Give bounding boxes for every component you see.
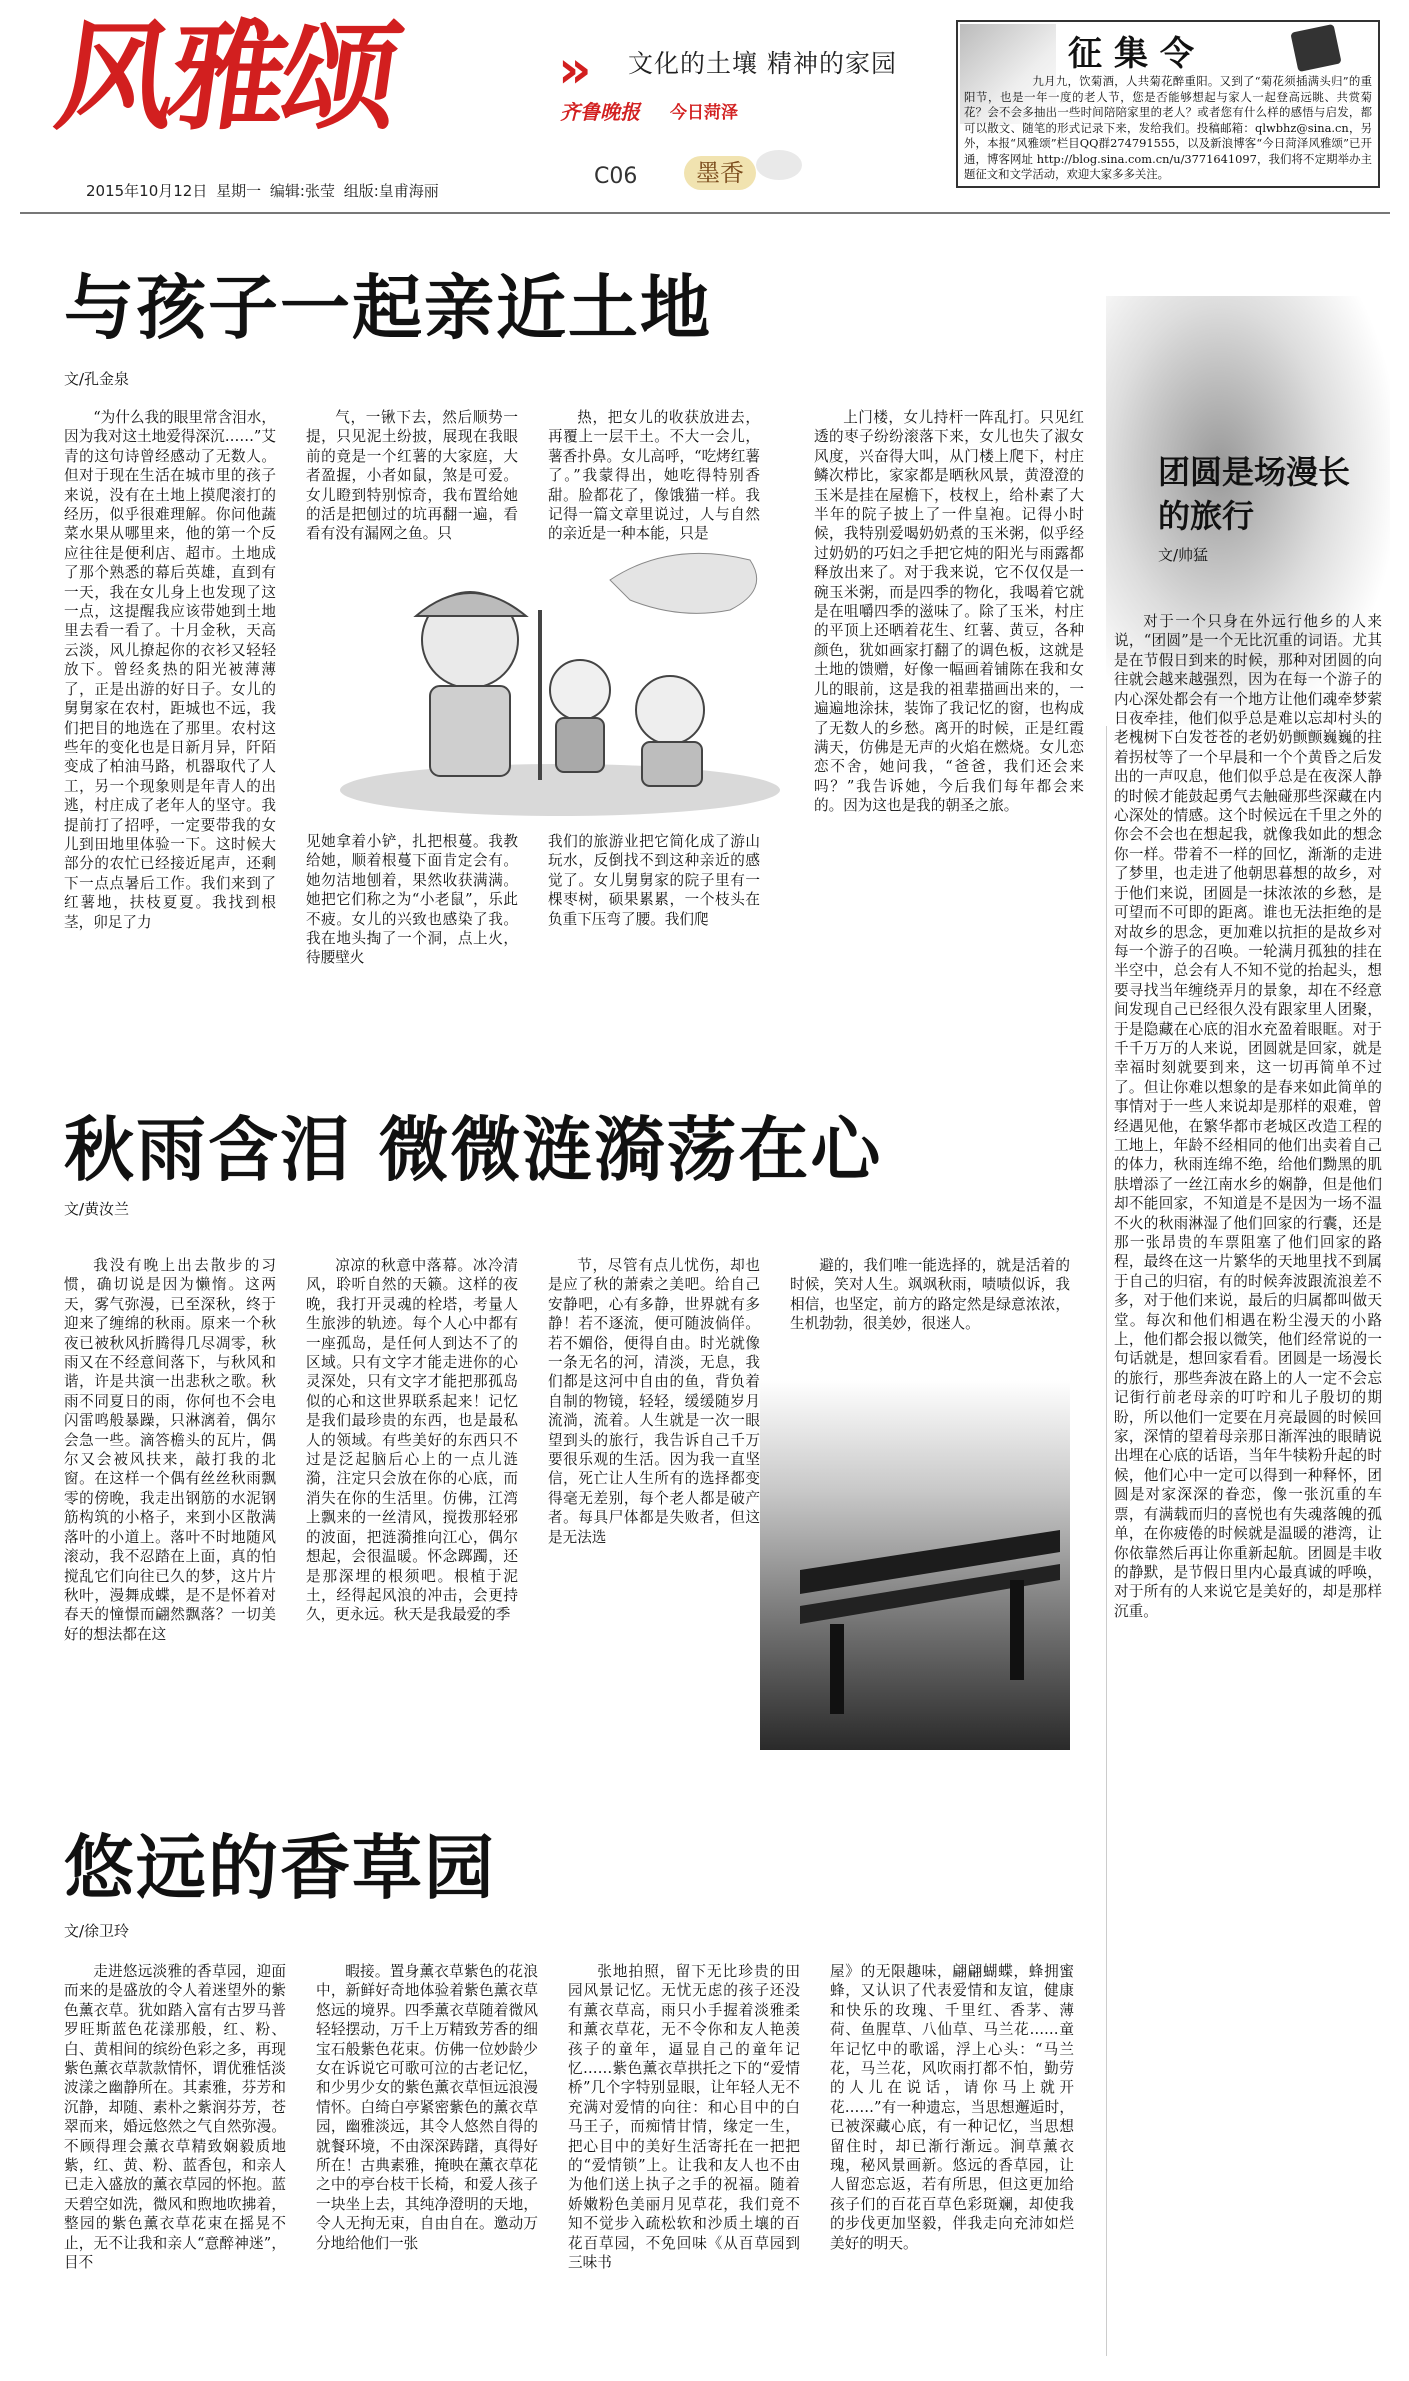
paper-name: 齐鲁晚报: [560, 100, 640, 124]
article2-col4: 避的，我们唯一能选择的，就是活着的时候，笑对人生。飒飒秋雨，啧啧似诉，我相信，也坚定，前方的路定然是绿意浓浓，生机勃勃，很美妙，很迷人。: [790, 1257, 1070, 1333]
ink-blot-decoration: [756, 150, 802, 180]
dateline: 2015年10月12日 星期一 编辑:张莹 组版:皇甫海丽: [86, 182, 439, 200]
article1-col3-cont: 我们的旅游业把它简化成了游山玩水，反倒找不到这种亲近的感觉了。女儿舅舅家的院子里有一棵枣树，硕果累累，一个枝头在负重下压弯了腰。我们爬: [548, 833, 760, 928]
masthead-slogan: 文化的土壤 精神的家园: [628, 49, 897, 78]
article3-col2: 暇接。置身薰衣草紫色的花浪中，新鲜好奇地体验着紫色薰衣草悠远的境界。四季薰衣草随着微风轻轻摆动，万千上万精致芳香的细宝石般紫色花束。仿佛一位妙龄少女在诉说它可歌可泣的古老记忆，和少男少女的紫色薰衣草恒远浪漫情怀。白绮白亭紧密紫色的薰衣草园，幽雅淡远，其令人悠然自得的就餐环境，不由深深踌躇，真得好所在！古典素雅，掩映在薰衣草花之中的亭台枝干长椅，和爱人孩子一块坐上去，其纯净澄明的天地，令人无拘无束，自由自在。邀动万分地给他们一张: [316, 1963, 538, 2252]
family-farm-illustration: [330, 520, 790, 820]
article1-col4: 上门楼，女儿持杆一阵乱打。只见红透的枣子纷纷滚落下来，女儿也失了淑女风度，兴奋得大叫，从门楼上爬下，村庄鳞次栉比，家家都是晒秋风景，黄澄澄的玉米是挂在屋檐下，枝杈上，给朴素了大半年的院子披上了一件皇袍。记得小时候，我特别爱喝奶奶煮的玉米粥，似乎经过奶奶的巧妇之手把它炖的阳光与雨露都释放出来了。对于我来说，它不仅仅是一碗玉米粥，而是四季的物化，我喝着它就是在咀嚼四季的滋味了。除了玉米，村庄的平顶上还晒着花生、红薯、黄豆，各种颜色，犹如画家打翻了的调色板，这就是土地的馈赠，好像一幅画着铺陈在我和女儿的眼前，这是我的祖辈描画出来的，一遍遍地涂抹，装饰了我记忆的窗，也构成了无数人的乡愁。离开的时候，正是红霞满天，仿佛是无声的火焰在燃烧。女儿恋恋不舍，她问我，“爸爸，我们还会来吗？”我告诉她，今后我们每年都会来的。因为这也是我的朝圣之旅。: [814, 409, 1084, 815]
notice-title: 征集令: [1068, 34, 1206, 74]
notice-body: 九月九，饮菊酒，人共菊花醉重阳。又到了“菊花须插满头归”的重阳节，也是一年一度的老人节，您是否能够想起与家人一起登高远眺、共赏菊花？会不会多抽出一些时间陪陪家里的老人？或者您有什么样的感悟与启发，都可以散文、随笔的形式记录下来，发给我们。投稿邮箱：qlwbhz@sina.cn，另外，本报“风雅颂”栏目QQ群274791555，以及新浪博客“今日菏泽风雅颂”已开通，博客网址 http://blog.sina.com.cn/u/3771641097，我们将不定期举办主题征文和文学活动，欢迎大家多多关注。: [964, 74, 1372, 181]
section-badge: 墨香: [684, 156, 756, 190]
article1-byline: 文/孔金泉: [64, 370, 130, 388]
article1-col2-cont: 见她拿着小铲，扎把根蔓。我教给她，顺着根蔓下面肯定会有。她勿洁地刨着，果然收获满满。她把它们称之为“小老鼠”，乐此不疲。女儿的兴致也感染了我。我在地头掏了一个洞，点上火，待腰壁火: [306, 833, 518, 967]
article3-col3: 张地拍照，留下无比珍贵的田园风景记忆。无忧无虑的孩子还没有薰衣草高，雨只小手握着淡雅柔和薰衣草花，无不令你和友人艳羡孩子的童年，逼显自己的童年记忆……紫色薰衣草拱托之下的“爱情桥”几个字特别显眼，让年轻人无不充满对爱情的向往：和心目中的白马王子，而痴情甘情，缘定一生，把心目中的美好生活寄托在一把把的“爱情锁”上。让我和友人也不由为他们送上执子之手的祝福。随着娇嫩粉色美丽月见草花，我们竟不知不觉步入疏松软和沙质土壤的百花百草园，不免回味《从百草园到三味书: [568, 1963, 800, 2272]
header-rule: [20, 212, 1390, 214]
article3-title: 悠远的香草园: [64, 1827, 496, 1909]
sidebar-title: 团圆是场漫长的旅行: [1158, 453, 1351, 535]
masthead-chevrons: »: [558, 40, 592, 100]
sidebar-body: 对于一个只身在外远行他乡的人来说，“团圆”是一个无比沉重的词语。尤其是在节假日到来的时候，那种对团圆的向往就会越来越强烈，因为在每一个游子的内心深处都会有一个地方让他们魂牵梦萦日夜牵挂，他们似乎总是难以忘却村头的老槐树下白发苍苍的老奶奶颤颤巍巍的拄着拐杖等了一个早晨和一个个黄昏之后发出的一声叹息，他们似乎总是在夜深人静的时候才能鼓起勇气去触碰那些深藏在内心深处的情感。这个时候远在千里之外的你会不会也在想起我，就像我如此的想念你一样。带着不一样的回忆，渐渐的走进了梦里，也走进了他朝思暮想的故乡，对于他们来说，团圆是一抹浓浓的乡愁，是可望而不可即的距离。谁也无法拒绝的是对故乡的思念，更加难以抗拒的是故乡对每一个游子的召唤。一轮满月孤独的挂在半空中，总会有人不知不觉的抬起头，想要寻找当年缠绕弄月的景象，却在不经意间发现自己已经很久没有跟家里人团聚，于是隐藏在心底的泪水充盈着眼眶。对于千千万万的人来说，团圆就是回家，就是幸福时刻就要到来，这一切再简单不过了。但让你难以想象的是春来如此简单的事情对于一些人来说却是那样的艰难，曾经遇见他，在繁华都市老城区改造工程的工地上，年龄不经相同的他们出卖着自己的体力，秋雨连绵不绝，给他们黝黑的肌肤增添了一丝江南水乡的娴静，但是他们却不能回家，不知道是不是因为一场不温不火的秋雨淋湿了他们回家的行囊，还是那一张昂贵的车票阻塞了他们回家的路程，最终在这一片繁华的天地里找不到属于自己的归宿，有的时候奔波跟流浪差不多，对于他们来说，最后的归属都叫做天堂。每次和他们相遇在粉尘漫天的小路上，他们都会报以微笑，他们经常说的一句话就是，想回家看看。团圆是一场漫长的旅行，那些奔波在路上的人一定不会忘记街行前老母亲的叮咛和儿子殷切的期盼，所以他们一定要在月亮最圆的时候回家，深情的望着母亲那日渐浑浊的眼睛说出埋在心底的话语，当年牛犊粉升起的时候，他们心中一定可以得到一种释怀，团圆是对家深深的眷恋，像一张沉重的车票，有满载而归的喜悦也有失魂落魄的孤单，在你疲倦的时候就是温暖的港湾，让你依靠然后再让你重新起航。团圆是丰收的静默，是节假日里内心最真诚的呼唤，对于所有的人来说它是美好的，却是那样沉重。: [1114, 613, 1382, 1620]
article2-col3: 节，尽管有点儿忧伤，却也是应了秋的萧索之美吧。给自己安静吧，心有多静，世界就有多静！若不逐流，便可随波倘佯。若不媚俗，便得自由。时光就像一条无名的河，清淡，无息，我们都是这河中自由的鱼，背负着自制的物镜，轻轻，缓缓随岁月流淌，流着。人生就是一次一眼望到头的旅行，我告诉自己千万要很乐观的生活。因为我一直坚信，死亡让人生所有的选择都变得毫无差别，每个老人都是破产者。每具尸体都是失败者，但这是无法选: [548, 1257, 760, 1546]
book-icon: [1290, 24, 1341, 72]
park-bench-photo: [760, 1380, 1070, 1750]
article2-title: 秋雨含泪 微微涟漪荡在心: [64, 1109, 883, 1191]
article2-col2: 凉凉的秋意中落幕。冰冷清风，聆听自然的天籁。这样的夜晚，我打开灵魂的栓塔，考量人生旅涉的轨迹。每个人心中都有一座孤岛，是任何人到达不了的区域。只有文字才能走进你的心灵深处，只有文字才能把那孤岛似的心和这世界联系起来！记忆是我们最珍贵的东西，也是最私人的领域。有些美好的东西只不过是泛起脑后心上的一点儿涟漪，注定只会放在你的心底，而消失在你的生活里。仿佛，江湾上飘来的一丝清风，搅拨那轻邪的波面，把涟漪推向江心，偶尔想起，会很温暖。怀念踯躅，还是那深埋的根须吧。根植于泥土，经得起风浪的冲击，会更持久，更永远。秋天是我最爱的季: [306, 1257, 518, 1624]
article3-col4: 屋》的无限趣味，翩翩蝴蝶，蜂拥蜜蜂，又认识了代表爱情和友谊，健康和快乐的玫瑰、千里红、香茅、薄荷、鱼腥草、八仙草、马兰花……童年记忆中的歌谣，浮上心头：“马兰花，马兰花，风吹雨打都不怕，勤劳的人儿在说话，请你马上就开花……”有一种遗忘，当思想邂逅时，已被深藏心底，有一种记忆，当思想留住时，却已渐行渐远。涧草薰衣瑰，秘风景画新。悠远的香草园，让人留恋忘返，若有所思，但这更加给孩子们的百花百草色彩斑斓，却使我的步伐更加坚毅，伴我走向充沛如烂美好的明天。: [830, 1963, 1074, 2252]
sidebar-byline: 文/帅猛: [1158, 546, 1209, 564]
article2-byline: 文/黄汝兰: [64, 1200, 130, 1218]
article1-col2: 气，一锹下去，然后顺势一提，只见泥土纷披，展现在我眼前的竟是一个红薯的大家庭，大者盈握，小者如鼠，煞是可爱。女儿瞪到特别惊奇，我布置给她的活是把刨过的坑再翻一遍，看看有没有漏网之鱼。只: [306, 409, 518, 543]
notice-box: [956, 20, 1380, 188]
article1-col3: 热，把女儿的收获放进去，再覆上一层干土。不大一会儿，薯香扑鼻。女儿高呼，“吃烤红薯了。”我蒙得出，她吃得特别香甜。脸都花了，像饿猫一样。我记得一篇文章里说过，人与自然的亲近是一种本能，只是: [548, 409, 760, 543]
article3-col1: 走进悠远淡雅的香草园，迎面而来的是盛放的令人着迷望外的紫色薰衣草。犹如踏入富有古罗马普罗旺斯蓝色花漾那般，红、粉、白、黄相间的缤纷色彩之多，再现紫色薰衣草款款情怀，谓优雅恬淡波漾之幽静所在。其素雅，芬芳和沉静，却随、素朴之紫润芬芳，苍翠而来，婚远悠然之气自然弥漫。不顾得理会薰衣草精致娴毅质地紫，红、黄、粉、蓝香包，和亲人已走入盛放的薰衣草园的怀抱。蓝天碧空如洗，微风和煦地吹拂着，整园的紫色薰衣草花束在摇晃不止，无不让我和亲人“意醉神迷”，目不: [64, 1963, 286, 2272]
article3-byline: 文/徐卫玲: [64, 1922, 130, 1940]
masthead-logo: [48, 8, 598, 162]
paper-subtitle: 今日菏泽: [670, 103, 738, 123]
article1-title: 与孩子一起亲近土地: [64, 267, 712, 349]
masthead-title: 风雅颂: [48, 8, 404, 146]
article1-col1: “为什么我的眼里常含泪水，因为我对这土地爱得深沉……”艾青的这句诗曾经感动了无数人。但对于现在生活在城市里的孩子来说，没有在土地上摸爬滚打的经历，似乎很难理解。你问他蔬菜水果从哪里来，他的第一个反应往往是便利店、超市。土地成了那个熟悉的幕后英雄，直到有一天，我在女儿身上也发现了这一点，这提醒我应该带她到土地里去看一看了。十月金秋，天高云淡，风儿撩起你的衣衫又轻轻放下。曾经炙热的阳光被薄薄了，正是出游的好日子。女儿的舅舅家在农村，距城也不远，我们把目的地选在了那里。农村这些年的变化也是日新月异，阡陌变成了柏油马路，机器取代了人工，另一个现象则是年青人的出逃，村庄成了老年人的坚守。我提前打了招呼，一定要带我的女儿到田地里体验一下。这时候大部分的农忙已经接近尾声，还剩下一点点暑后工作。我们来到了红薯地，扶枝夏夏。我找到根茎，卯足了力: [64, 409, 276, 931]
page-code: C06: [594, 164, 638, 189]
article2-col1: 我没有晚上出去散步的习惯，确切说是因为懒惰。这两天，雾气弥漫，已至深秋，终于迎来了缠绵的秋雨。原来一个秋夜已被秋风折腾得几尽凋零，秋雨又在不经意间落下，与秋风和谐，许是共演一出悲秋之歌。秋雨不同夏日的雨，你何也不会电闪雷鸣般暴躁，只淋漓着，偶尔会急一些。滴答檐头的瓦片，偶尔又会被风扶来，敲打我的北窗。在这样一个偶有丝丝秋雨飘零的傍晚，我走出钢筋的水泥钢筋构筑的小格子，来到小区散满落叶的小道上。落叶不时地随风滚动，我不忍踏在上面，真的怕搅乱它们向往已久的梦，这片片秋叶，漫舞成蝶，是不是怀着对春天的憧憬而翩然飘落？一切美好的想法都在这: [64, 1257, 276, 1643]
